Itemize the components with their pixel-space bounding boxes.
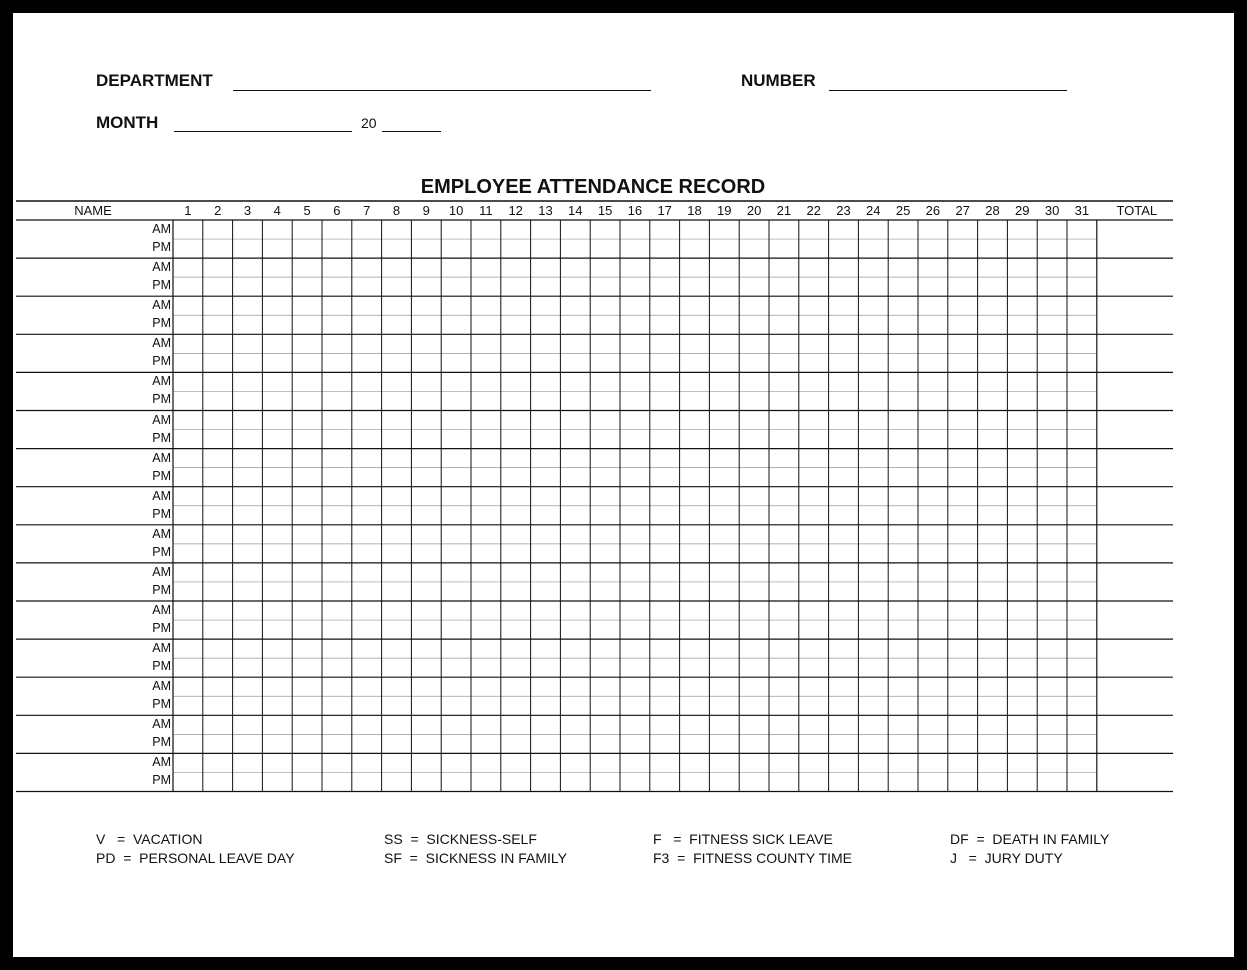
day-header: 16 xyxy=(627,203,643,218)
name-header: NAME xyxy=(74,203,112,218)
pm-label: PM xyxy=(152,735,171,750)
am-label: AM xyxy=(152,298,171,313)
day-header: 6 xyxy=(333,203,341,218)
pm-label: PM xyxy=(152,354,171,369)
day-header: 14 xyxy=(568,203,583,218)
legend-item: SF = SICKNESS IN FAMILY xyxy=(384,850,567,866)
day-header: 4 xyxy=(273,203,281,218)
day-header: 3 xyxy=(243,203,252,218)
day-header: 1 xyxy=(184,203,192,218)
day-header: 31 xyxy=(1074,203,1090,218)
pm-label: PM xyxy=(152,659,171,674)
day-header: 21 xyxy=(776,203,792,218)
month-label: MONTH xyxy=(96,113,159,132)
legend-item: PD = PERSONAL LEAVE DAY xyxy=(96,850,295,866)
am-label: AM xyxy=(152,374,171,389)
year-prefix: 20 xyxy=(361,115,377,131)
am-label: AM xyxy=(152,412,171,427)
attendance-form xyxy=(13,13,1234,957)
day-header: 25 xyxy=(895,203,911,218)
day-header: 20 xyxy=(746,203,762,218)
day-header: 15 xyxy=(597,203,613,218)
pm-label: PM xyxy=(152,430,171,445)
legend-item: F3 = FITNESS COUNTY TIME xyxy=(653,850,853,866)
day-header: 13 xyxy=(538,203,553,218)
legend-item: SS = SICKNESS-SELF xyxy=(384,831,537,847)
am-label: AM xyxy=(152,336,171,351)
am-label: AM xyxy=(152,450,171,465)
day-header: 27 xyxy=(955,203,970,218)
day-header: 30 xyxy=(1044,203,1060,218)
day-header: 9 xyxy=(422,203,430,218)
pm-label: PM xyxy=(152,240,171,255)
legend-item: V = VACATION xyxy=(96,831,203,847)
total-header: TOTAL xyxy=(1116,203,1158,218)
day-header: 2 xyxy=(214,203,222,218)
day-header: 19 xyxy=(717,203,732,218)
am-label: AM xyxy=(152,641,171,656)
day-header: 17 xyxy=(657,203,672,218)
am-label: AM xyxy=(152,526,171,541)
legend-item: DF = DEATH IN FAMILY xyxy=(950,831,1110,847)
department-label: DEPARTMENT xyxy=(96,71,213,90)
attendance-grid xyxy=(13,13,1234,813)
day-header: 18 xyxy=(687,203,702,218)
pm-label: PM xyxy=(152,468,171,483)
am-label: AM xyxy=(152,717,171,732)
pm-label: PM xyxy=(152,697,171,712)
day-header: 12 xyxy=(508,203,523,218)
number-label: NUMBER xyxy=(741,71,816,90)
day-header: 7 xyxy=(363,203,371,218)
legend-item: F = FITNESS SICK LEAVE xyxy=(653,831,833,847)
pm-label: PM xyxy=(152,544,171,559)
pm-label: PM xyxy=(152,582,171,597)
pm-label: PM xyxy=(152,392,171,407)
day-header: 28 xyxy=(985,203,1000,218)
day-header: 8 xyxy=(392,203,401,218)
day-header: 26 xyxy=(925,203,941,218)
pm-label: PM xyxy=(152,621,171,636)
page-title: EMPLOYEE ATTENDANCE RECORD xyxy=(420,176,766,198)
day-header: 11 xyxy=(479,203,493,218)
pm-label: PM xyxy=(152,506,171,521)
day-header: 10 xyxy=(448,203,464,218)
am-label: AM xyxy=(152,222,171,236)
am-label: AM xyxy=(152,260,171,275)
pm-label: PM xyxy=(152,316,171,331)
day-header: 24 xyxy=(866,203,881,218)
day-header: 23 xyxy=(836,203,851,218)
legend-item: J = JURY DUTY xyxy=(950,850,1063,866)
day-header: 29 xyxy=(1015,203,1030,218)
pm-label: PM xyxy=(152,773,171,788)
am-label: AM xyxy=(152,488,171,503)
pm-label: PM xyxy=(152,278,171,293)
am-label: AM xyxy=(152,564,171,579)
am-label: AM xyxy=(152,679,171,694)
am-label: AM xyxy=(152,603,171,617)
am-label: AM xyxy=(152,755,171,770)
day-header: 22 xyxy=(806,203,821,218)
day-header: 5 xyxy=(303,203,311,218)
